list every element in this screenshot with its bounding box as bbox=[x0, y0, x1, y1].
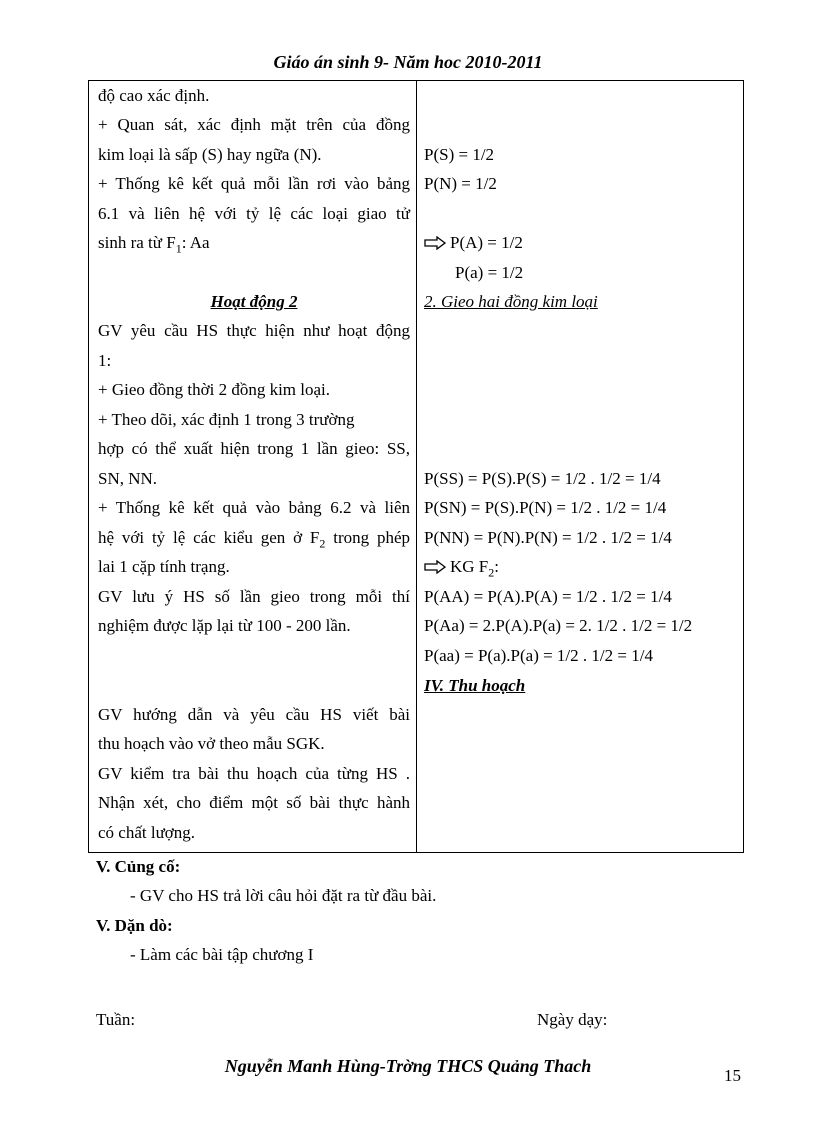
left-line: + Thống kê kết quả vào bảng 6.2 và liên bbox=[98, 498, 410, 517]
dando-item: - Làm các bài tập chương I bbox=[130, 945, 314, 964]
page-number: 15 bbox=[724, 1066, 741, 1085]
section-4-heading: IV. Thu hoạch bbox=[424, 676, 526, 695]
left-text: : Aa bbox=[181, 233, 210, 252]
right-text: : bbox=[494, 557, 499, 576]
left-line: + Theo dõi, xác định 1 trong 3 trường bbox=[98, 410, 355, 429]
right-formula: P(aa) = P(a).P(a) = 1/2 . 1/2 = 1/4 bbox=[424, 646, 653, 665]
cungco-item: - GV cho HS trả lời câu hỏi đặt ra từ đầu bài. bbox=[130, 886, 437, 905]
left-text: trong phép bbox=[325, 528, 410, 547]
left-line: + Gieo đồng thời 2 đồng kim loại. bbox=[98, 380, 331, 399]
activity-2-heading: Hoạt động 2 bbox=[210, 292, 298, 311]
week-label: Tuần: bbox=[96, 1010, 136, 1029]
cungco-heading: V. Củng cố: bbox=[96, 857, 181, 876]
date-label: Ngày dạy: bbox=[537, 1010, 608, 1029]
dando-heading: V. Dặn dò: bbox=[96, 916, 173, 935]
left-line: SN, NN. bbox=[98, 469, 158, 488]
left-line: GV lưu ý HS số lần gieo trong mỗi thí bbox=[98, 587, 410, 606]
left-text: hệ với tỷ lệ các kiểu gen ở F bbox=[98, 528, 320, 547]
subscript: 1 bbox=[175, 241, 182, 256]
left-line: lai 1 cặp tính trạng. bbox=[98, 557, 230, 576]
left-line: + Thống kê kết quả mỗi lần rơi vào bảng bbox=[98, 174, 410, 193]
right-formula bbox=[424, 557, 738, 580]
right-formula: P(a) = 1/2 bbox=[455, 263, 524, 282]
right-formula: P(SN) = P(S).P(N) = 1/2 . 1/2 = 1/4 bbox=[424, 498, 667, 517]
right-formula: P(N) = 1/2 bbox=[424, 174, 497, 193]
left-line: có chất lượng. bbox=[98, 823, 196, 842]
right-formula bbox=[424, 233, 738, 253]
left-text: sinh ra từ F bbox=[98, 233, 176, 252]
right-formula: P(AA) = P(A).P(A) = 1/2 . 1/2 = 1/4 bbox=[424, 587, 672, 606]
left-line bbox=[98, 528, 410, 551]
left-line: kim loại là sấp (S) hay ngữa (N). bbox=[98, 145, 322, 164]
page-footer: Nguyễn Manh Hùng-Trờng THCS Quảng Thach bbox=[224, 1056, 592, 1076]
left-line: 6.1 và liên hệ với tỷ lệ các loại giao tử bbox=[98, 204, 410, 223]
left-line: hợp có thể xuất hiện trong 1 lần gieo: SS, bbox=[98, 439, 410, 458]
subscript: 2 bbox=[488, 565, 495, 580]
left-line: + Quan sát, xác định mặt trên của đồng bbox=[98, 115, 410, 134]
implies-arrow-icon bbox=[424, 236, 446, 250]
right-text: KG F bbox=[450, 557, 489, 576]
right-formula: P(S) = 1/2 bbox=[424, 145, 495, 164]
left-line: 1: bbox=[98, 351, 112, 370]
left-line bbox=[98, 233, 410, 256]
left-line: độ cao xác định. bbox=[98, 86, 210, 105]
left-line: GV yêu cầu HS thực hiện như hoạt động bbox=[98, 321, 410, 340]
implies-arrow-icon bbox=[424, 560, 446, 574]
right-formula: P(NN) = P(N).P(N) = 1/2 . 1/2 = 1/4 bbox=[424, 528, 672, 547]
table-column-divider bbox=[416, 80, 417, 853]
left-line: Nhận xét, cho điểm một số bài thực hành bbox=[98, 793, 410, 812]
left-line: nghiệm được lặp lại từ 100 - 200 lần. bbox=[98, 616, 351, 635]
left-line: GV hướng dẫn và yêu cầu HS viết bài bbox=[98, 705, 410, 724]
subscript: 2 bbox=[319, 536, 326, 551]
right-formula: P(SS) = P(S).P(S) = 1/2 . 1/2 = 1/4 bbox=[424, 469, 661, 488]
right-formula: P(Aa) = 2.P(A).P(a) = 2. 1/2 . 1/2 = 1/2 bbox=[424, 616, 693, 635]
page-header: Giáo án sinh 9- Năm hoc 2010-2011 bbox=[273, 52, 543, 72]
right-text: P(A) = 1/2 bbox=[450, 233, 523, 252]
left-line: thu hoạch vào vở theo mẫu SGK. bbox=[98, 734, 325, 753]
section-2-heading: 2. Gieo hai đồng kim loại bbox=[424, 292, 598, 311]
left-line: GV kiểm tra bài thu hoạch của từng HS . bbox=[98, 764, 410, 783]
